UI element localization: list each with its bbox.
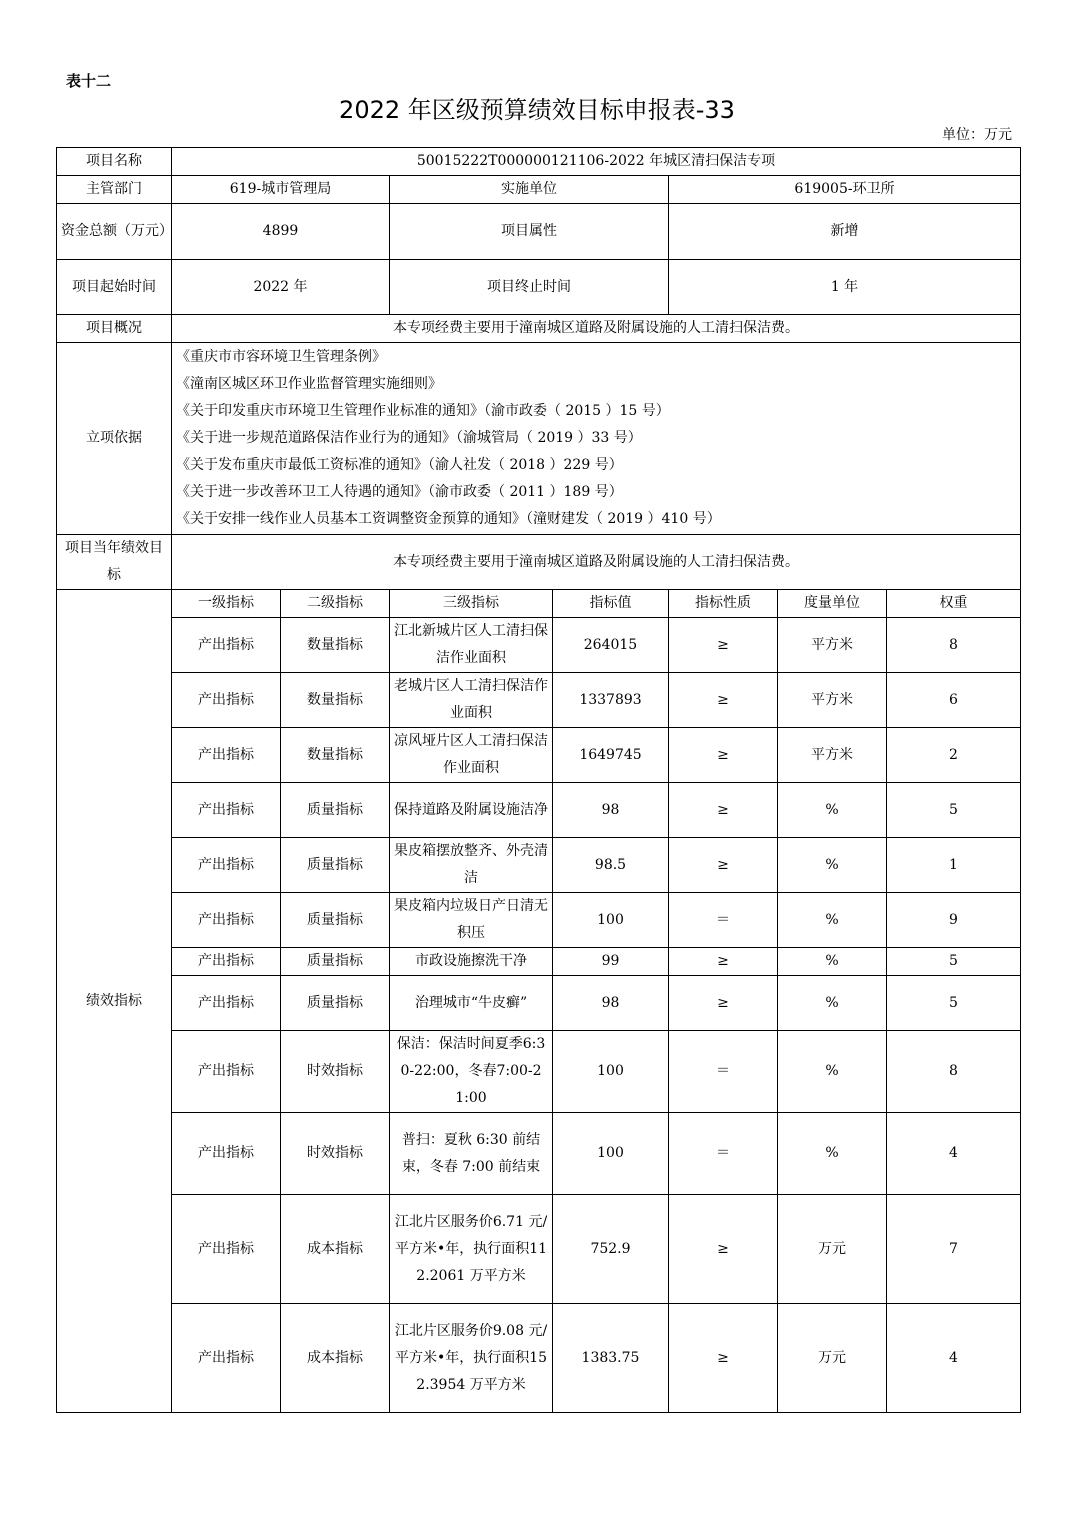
table-cell: 万元: [778, 1304, 887, 1413]
impl-value: 619005-环卫所: [669, 176, 1021, 204]
basis-item: 《关于安排一线作业人员基本工资调整资金预算的通知》（潼财建发（ 2019 ）410 号）: [176, 511, 721, 527]
perf-label: 绩效指标: [57, 590, 172, 1413]
table-cell: 产出指标: [172, 783, 281, 838]
table-cell: 市政设施擦洗干净: [390, 948, 553, 976]
table-cell: 100: [553, 1113, 669, 1195]
table-cell: 数量指标: [281, 618, 390, 673]
table-cell: ＝: [669, 893, 778, 948]
table-cell: %: [778, 838, 887, 893]
table-cell: 江北片区服务价9.08 元/平方米•年，执行面积152.3954 万平方米: [390, 1304, 553, 1413]
row-goal: [57, 535, 1021, 590]
row-overview: [57, 315, 1021, 343]
table-row: [57, 976, 1021, 1031]
table-cell: 752.9: [553, 1195, 669, 1304]
table-cell: 100: [553, 893, 669, 948]
table-cell: ≥: [669, 976, 778, 1031]
table-cell: ≥: [669, 673, 778, 728]
row-basis: [57, 343, 1021, 535]
row-department: [57, 176, 1021, 204]
table-cell: 时效指标: [281, 1031, 390, 1113]
table-cell: 果皮箱摆放整齐、外壳清洁: [390, 838, 553, 893]
basis-item: 《关于印发重庆市环境卫生管理作业标准的通知》（渝市政委（ 2015 ）15 号）: [176, 403, 670, 419]
table-row: [57, 1113, 1021, 1195]
row-project-name: [57, 148, 1021, 176]
table-cell: 1337893: [553, 673, 669, 728]
table-number: 表十二: [66, 72, 112, 90]
dept-value: 619-城市管理局: [172, 176, 390, 204]
table-cell: ≥: [669, 728, 778, 783]
table-cell: %: [778, 1031, 887, 1113]
table-cell: 产出指标: [172, 893, 281, 948]
row-fund: [57, 204, 1021, 260]
table-cell: %: [778, 976, 887, 1031]
unit-label: 单位：万元: [942, 127, 1012, 143]
table-cell: 成本指标: [281, 1304, 390, 1413]
fund-label: 资金总额（万元）: [57, 204, 172, 260]
table-cell: 5: [887, 948, 1021, 976]
budget-target-table: [56, 147, 1021, 1413]
perf-header-row: [57, 590, 1021, 618]
basis-item: 《潼南区城区环卫作业监督管理实施细则》: [176, 376, 442, 392]
project-name-value: 50015222T000000121106-2022 年城区清扫保洁专项: [172, 148, 1021, 176]
row-period: [57, 260, 1021, 315]
table-cell: 江北片区服务价6.71 元/平方米•年，执行面积112.2061 万平方米: [390, 1195, 553, 1304]
table-cell: 产出指标: [172, 976, 281, 1031]
table-cell: 凉风垭片区人工清扫保洁作业面积: [390, 728, 553, 783]
basis-item: 《重庆市市容环境卫生管理条例》: [176, 349, 386, 365]
table-cell: 产出指标: [172, 948, 281, 976]
impl-label: 实施单位: [390, 176, 669, 204]
table-row: [57, 1304, 1021, 1413]
table-row: [57, 838, 1021, 893]
table-cell: 产出指标: [172, 1304, 281, 1413]
table-row: [57, 1031, 1021, 1113]
basis-item: 《关于发布重庆市最低工资标准的通知》（渝人社发（ 2018 ）229 号）: [176, 457, 623, 473]
end-value: 1 年: [669, 260, 1021, 315]
table-cell: 数量指标: [281, 728, 390, 783]
table-cell: 时效指标: [281, 1113, 390, 1195]
table-cell: ＝: [669, 1113, 778, 1195]
dept-label: 主管部门: [57, 176, 172, 204]
table-cell: %: [778, 948, 887, 976]
table-cell: 产出指标: [172, 618, 281, 673]
table-cell: 1383.75: [553, 1304, 669, 1413]
goal-label: 项目当年绩效目标: [57, 535, 172, 590]
table-cell: 治理城市“牛皮癣”: [390, 976, 553, 1031]
table-cell: 产出指标: [172, 1113, 281, 1195]
header-cell: 三级指标: [390, 590, 553, 618]
goal-value: 本专项经费主要用于潼南城区道路及附属设施的人工清扫保洁费。: [172, 535, 1021, 590]
header-cell: 二级指标: [281, 590, 390, 618]
table-cell: 产出指标: [172, 838, 281, 893]
table-cell: 7: [887, 1195, 1021, 1304]
table-cell: ≥: [669, 838, 778, 893]
table-cell: 数量指标: [281, 673, 390, 728]
table-cell: 万元: [778, 1195, 887, 1304]
basis-label: 立项依据: [57, 343, 172, 535]
table-cell: ≥: [669, 1195, 778, 1304]
table-cell: 保洁：保洁时间夏季6:30-22:00，冬春7:00-21:00: [390, 1031, 553, 1113]
table-cell: 产出指标: [172, 1031, 281, 1113]
basis-item: 《关于进一步规范道路保洁作业行为的通知》（渝城管局（ 2019 ）33 号）: [176, 430, 642, 446]
table-row: [57, 1195, 1021, 1304]
table-cell: 平方米: [778, 673, 887, 728]
header-cell: 一级指标: [172, 590, 281, 618]
table-cell: 质量指标: [281, 976, 390, 1031]
table-cell: 产出指标: [172, 673, 281, 728]
table-row: [57, 673, 1021, 728]
table-cell: %: [778, 783, 887, 838]
table-cell: 98.5: [553, 838, 669, 893]
table-cell: 4: [887, 1304, 1021, 1413]
table-cell: 98: [553, 783, 669, 838]
table-row: [57, 618, 1021, 673]
table-cell: 8: [887, 618, 1021, 673]
table-cell: 产出指标: [172, 1195, 281, 1304]
basis-list: [172, 343, 1021, 535]
header-cell: 权重: [887, 590, 1021, 618]
table-cell: 江北新城片区人工清扫保洁作业面积: [390, 618, 553, 673]
overview-value: 本专项经费主要用于潼南城区道路及附属设施的人工清扫保洁费。: [172, 315, 1021, 343]
table-cell: 质量指标: [281, 948, 390, 976]
start-label: 项目起始时间: [57, 260, 172, 315]
table-cell: 质量指标: [281, 838, 390, 893]
table-cell: 1: [887, 838, 1021, 893]
start-value: 2022 年: [172, 260, 390, 315]
table-cell: 平方米: [778, 728, 887, 783]
page-title: 2022 年区级预算绩效目标申报表-33: [339, 96, 735, 124]
table-cell: 99: [553, 948, 669, 976]
end-label: 项目终止时间: [390, 260, 669, 315]
table-row: [57, 783, 1021, 838]
table-cell: 2: [887, 728, 1021, 783]
table-cell: 4: [887, 1113, 1021, 1195]
table-cell: 5: [887, 783, 1021, 838]
table-cell: 质量指标: [281, 783, 390, 838]
project-name-label: 项目名称: [57, 148, 172, 176]
overview-label: 项目概况: [57, 315, 172, 343]
table-cell: 成本指标: [281, 1195, 390, 1304]
table-cell: %: [778, 1113, 887, 1195]
table-cell: 1649745: [553, 728, 669, 783]
table-cell: %: [778, 893, 887, 948]
table-cell: 100: [553, 1031, 669, 1113]
table-cell: ≥: [669, 948, 778, 976]
attr-value: 新增: [669, 204, 1021, 260]
header-cell: 度量单位: [778, 590, 887, 618]
table-cell: 果皮箱内垃圾日产日清无积压: [390, 893, 553, 948]
table-cell: 质量指标: [281, 893, 390, 948]
table-cell: 老城片区人工清扫保洁作业面积: [390, 673, 553, 728]
table-row: [57, 948, 1021, 976]
table-cell: 6: [887, 673, 1021, 728]
table-cell: 产出指标: [172, 728, 281, 783]
table-cell: 8: [887, 1031, 1021, 1113]
table-cell: ＝: [669, 1031, 778, 1113]
basis-item: 《关于进一步改善环卫工人待遇的通知》（渝市政委（ 2011 ）189 号）: [176, 484, 623, 500]
table-cell: 5: [887, 976, 1021, 1031]
table-cell: 98: [553, 976, 669, 1031]
table-cell: ≥: [669, 1304, 778, 1413]
table-cell: 普扫：夏秋 6:30 前结束，冬春 7:00 前结束: [390, 1113, 553, 1195]
table-cell: 9: [887, 893, 1021, 948]
table-cell: ≥: [669, 783, 778, 838]
table-cell: 平方米: [778, 618, 887, 673]
attr-label: 项目属性: [390, 204, 669, 260]
table-row: [57, 728, 1021, 783]
header-cell: 指标性质: [669, 590, 778, 618]
fund-value: 4899: [172, 204, 390, 260]
table-row: [57, 893, 1021, 948]
table-cell: 264015: [553, 618, 669, 673]
table-cell: ≥: [669, 618, 778, 673]
table-cell: 保持道路及附属设施洁净: [390, 783, 553, 838]
header-cell: 指标值: [553, 590, 669, 618]
